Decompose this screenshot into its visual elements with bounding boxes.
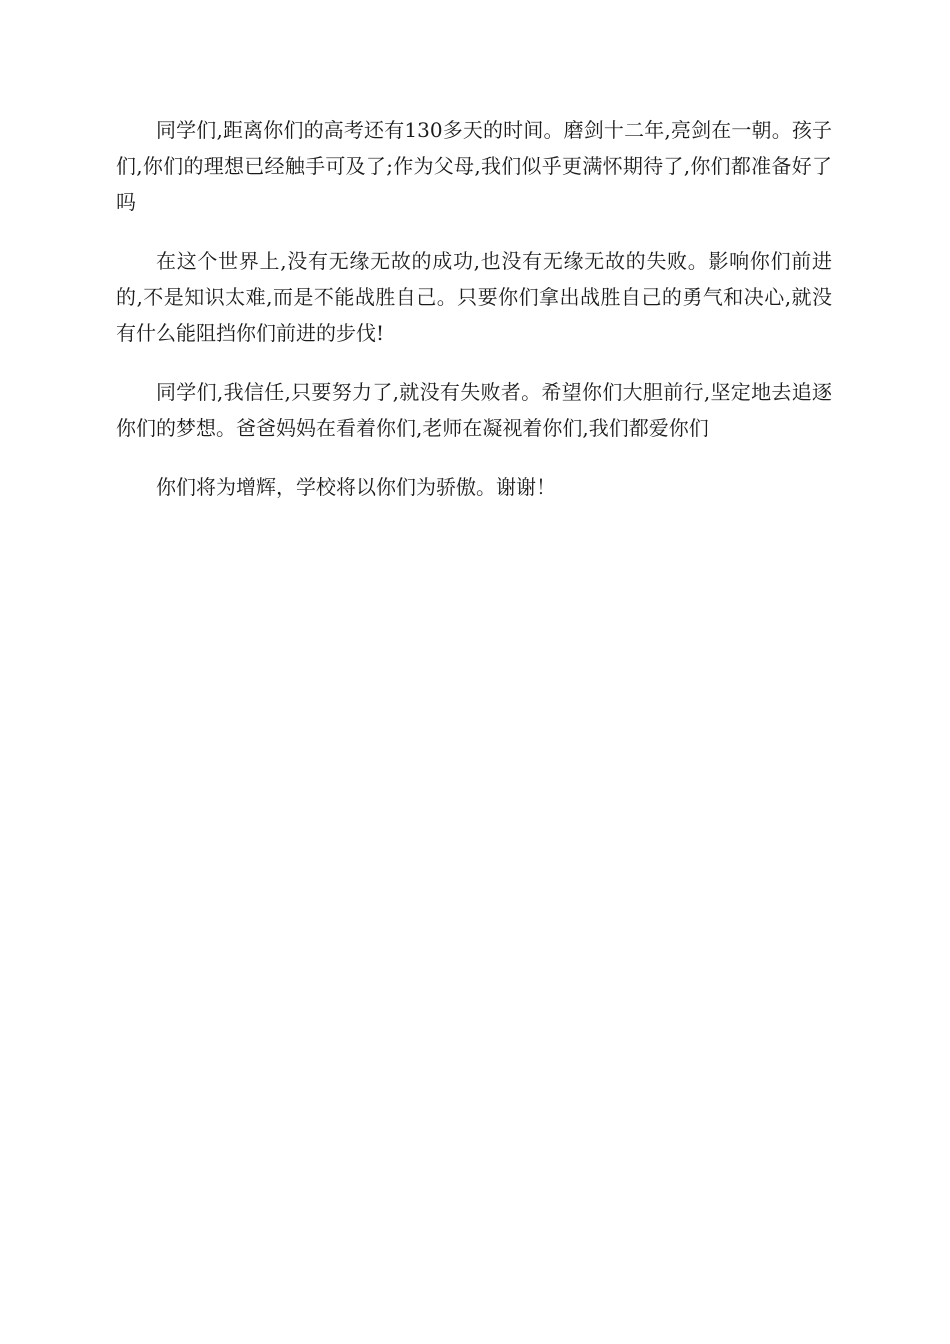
document-body [116,112,832,528]
paragraph-2: 在这个世界上,没有无缘无故的成功,也没有无缘无故的失败。影响你们前进的,不是知识太难,而是不能战胜自己。只要你们拿出战胜自己的勇气和决心,就没有什么能阻挡你们前进的步伐! [116,249,832,345]
paragraph-4: 你们将为增辉，学校将以你们为骄傲。谢谢！ [156,475,556,499]
paragraph-1: 同学们,距离你们的高考还有130多天的时间。磨剑十二年,亮剑在一朝。孩子们,你们的理想已经触手可及了;作为父母,我们似乎更满怀期待了,你们都准备好了吗 [116,118,832,214]
paragraph-3: 同学们,我信任,只要努力了,就没有失败者。希望你们大胆前行,坚定地去追逐你们的梦想。爸爸妈妈在看着你们,老师在凝视着你们,我们都爱你们 [116,380,832,440]
